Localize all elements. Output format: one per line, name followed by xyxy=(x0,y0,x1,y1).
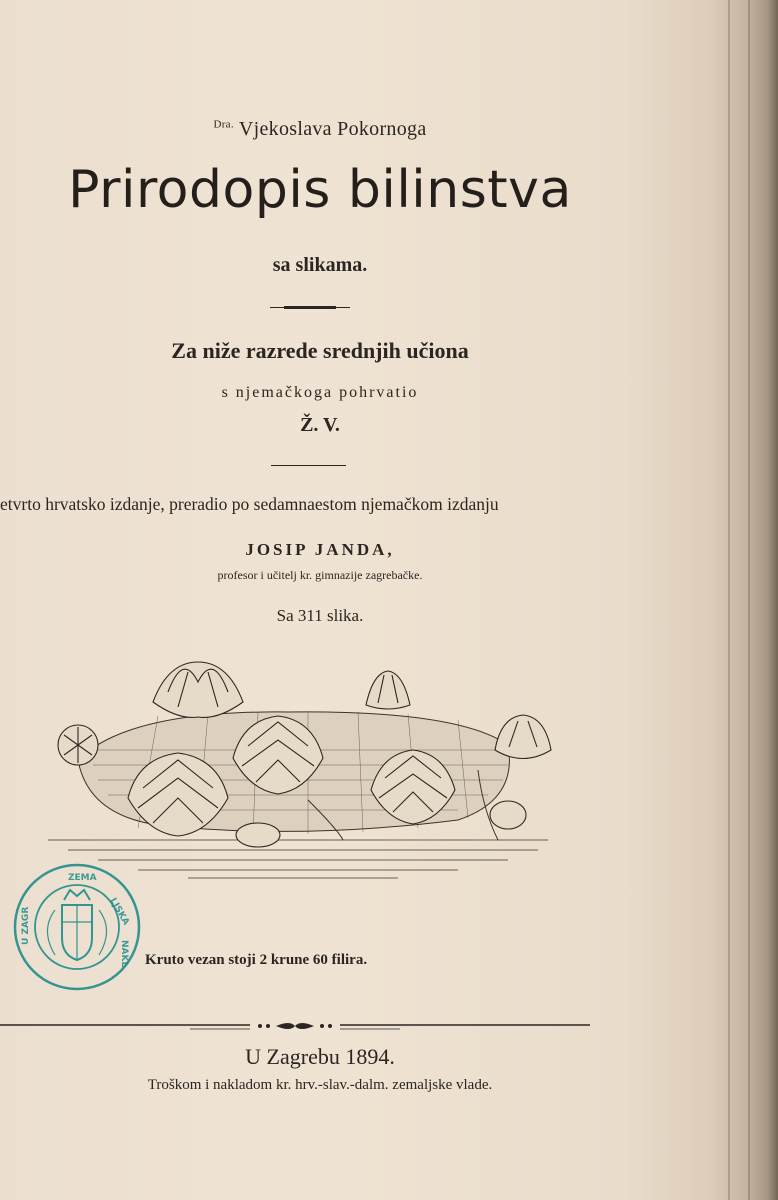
ornamental-dash xyxy=(284,306,336,309)
water-lily-engraving-icon xyxy=(38,650,558,885)
author-line xyxy=(0,118,640,141)
page-edge-line xyxy=(728,0,730,1200)
divider-rule xyxy=(271,465,346,466)
svg-text:NAKL: NAKL xyxy=(119,940,129,968)
editor-name: JOSIP JANDA, xyxy=(245,540,395,559)
svg-text:LJSKA: LJSKA xyxy=(107,896,131,928)
library-stamp-icon xyxy=(10,860,145,995)
edition-note: etvrto hrvatsko izdanje, preradio po sedamnaestom njemačkom izdanju xyxy=(0,494,499,514)
author-name: Vjekoslava Pokornoga xyxy=(238,118,427,140)
svg-text:U ZAGR: U ZAGR xyxy=(21,906,31,945)
ornamental-rule-icon xyxy=(0,1020,590,1034)
page-edge-line xyxy=(748,0,750,1200)
svg-text:ZEMA: ZEMA xyxy=(68,873,97,883)
figure-count: Sa 311 slika. xyxy=(276,606,364,625)
translation-note: s njemačkoga pohrvatio xyxy=(221,384,419,401)
translator-initials: Ž. V. xyxy=(300,414,340,436)
book-title: Prirodopis bilinstva xyxy=(68,160,572,220)
author-prefix: Dra. xyxy=(213,118,234,131)
audience-line: Za niže razrede srednjih učiona xyxy=(171,338,469,363)
spine-shadow xyxy=(708,0,778,1200)
book-subtitle: sa slikama. xyxy=(272,254,368,276)
place-and-year: U Zagrebu 1894. xyxy=(245,1044,395,1069)
publisher-line: Troškom i nakladom kr. hrv.-slav.-dalm. zemaljske vlade. xyxy=(147,1077,493,1093)
editor-role: profesor i učitelj kr. gimnazije zagrebačke. xyxy=(217,568,423,582)
price-note: Kruto vezan stoji 2 krune 60 filira. xyxy=(145,952,368,968)
